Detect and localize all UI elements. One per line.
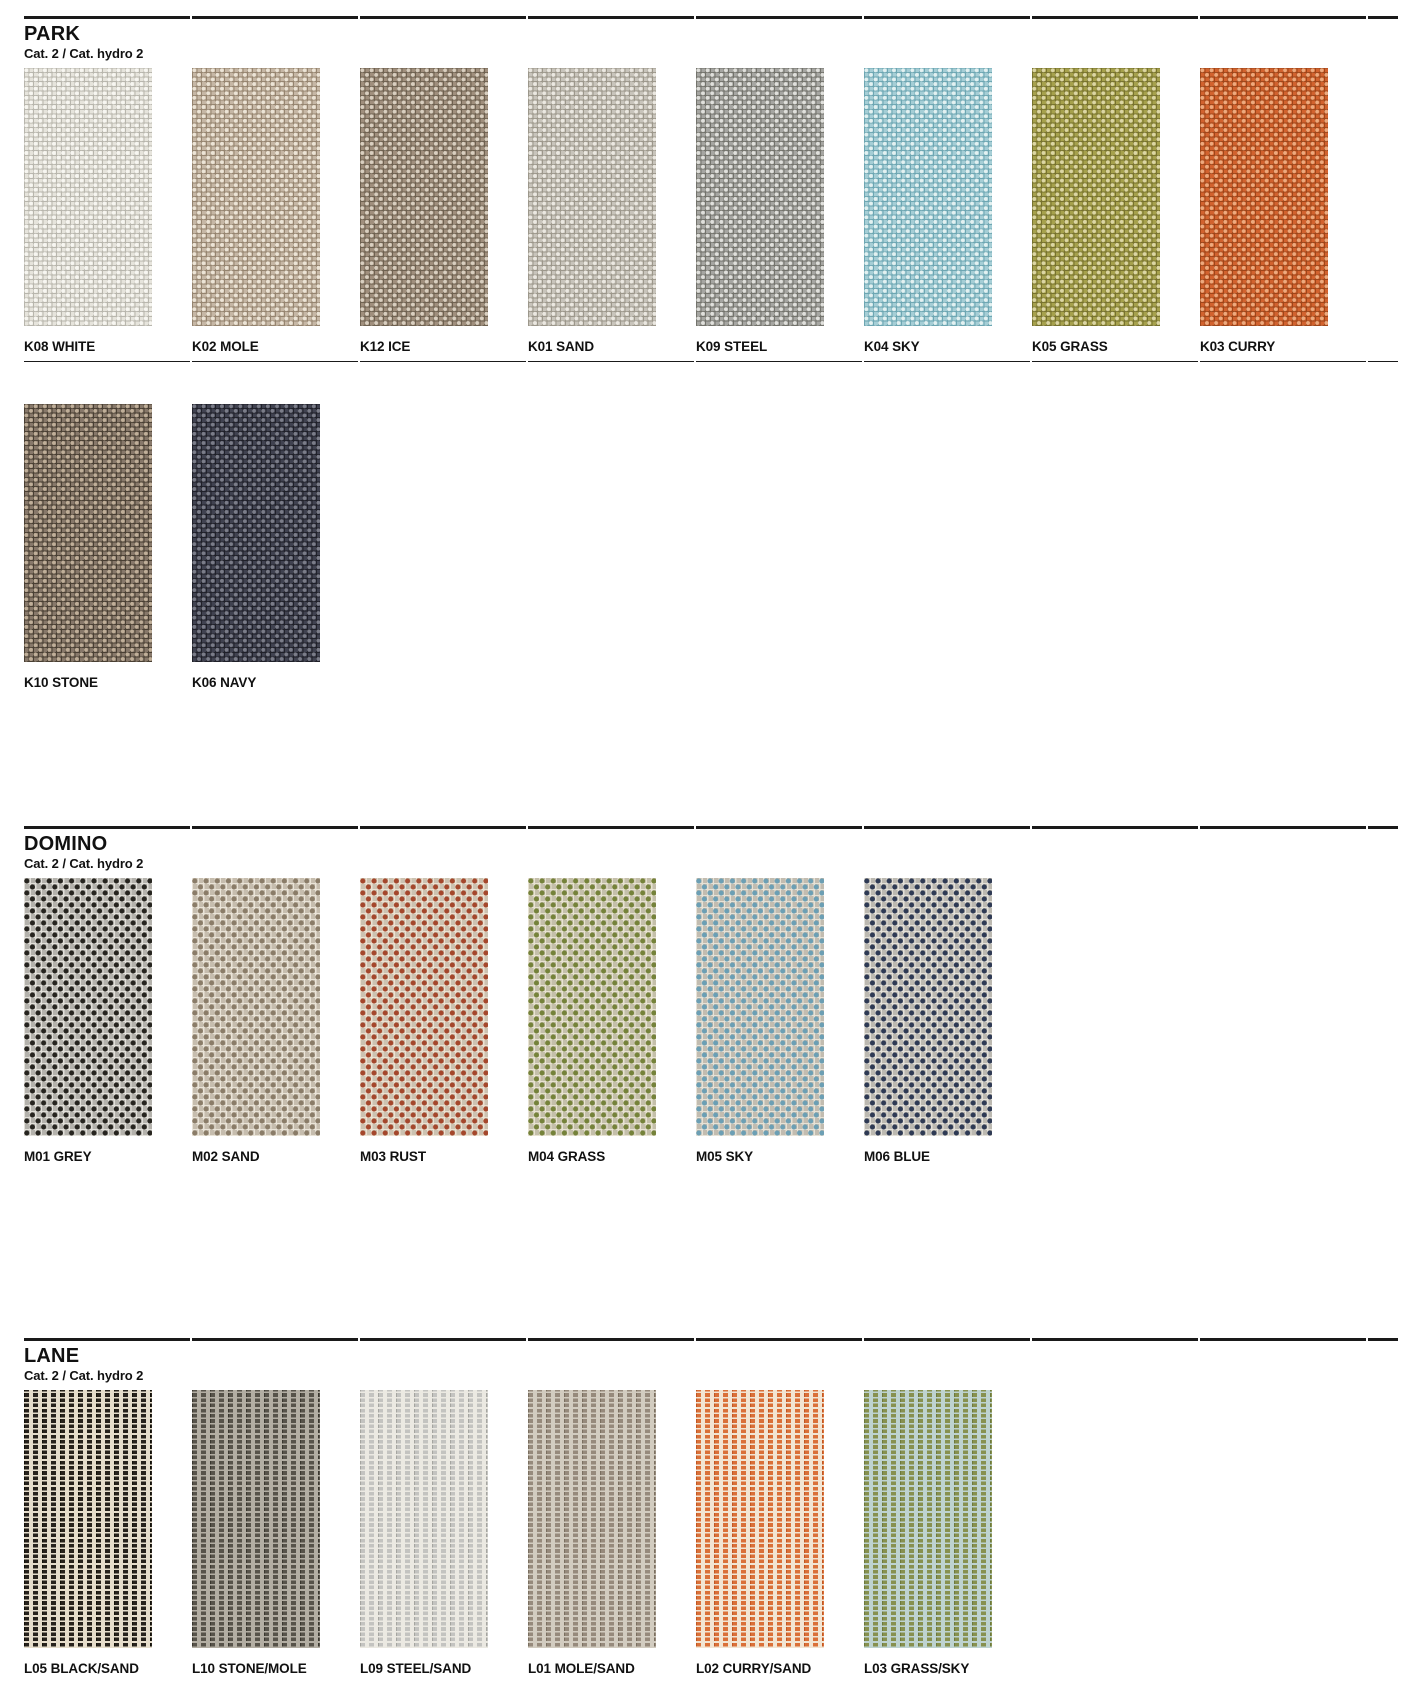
- swatch-label: M01 GREY: [24, 1149, 92, 1164]
- fabric-swatch-k05: [1032, 68, 1160, 326]
- section-divider-rule: [24, 826, 1398, 829]
- swatch-cell-k02: [192, 68, 320, 355]
- swatch-label: K09 STEEL: [696, 339, 768, 354]
- swatch-label: L02 CURRY/SAND: [696, 1661, 812, 1676]
- swatch-label: M05 SKY: [696, 1149, 754, 1164]
- section-title: PARK: [24, 23, 80, 45]
- swatch-cell-l09: [360, 1390, 488, 1677]
- swatch-label: L05 BLACK/SAND: [24, 1661, 139, 1676]
- fabric-swatch-k02: [192, 68, 320, 326]
- swatch-label: K06 NAVY: [192, 675, 257, 690]
- section-domino: [24, 826, 1398, 1165]
- fabric-swatch-m02: [192, 878, 320, 1136]
- swatch-cell-k09: [696, 68, 824, 355]
- fabric-swatch-k12: [360, 68, 488, 326]
- swatch-label: K01 SAND: [528, 339, 594, 354]
- swatch-cell-l01: [528, 1390, 656, 1677]
- fabric-swatch-l01: [528, 1390, 656, 1648]
- swatch-grid: [24, 1390, 1398, 1677]
- swatch-cell-m01: [24, 878, 152, 1165]
- fabric-swatch-k03: [1200, 68, 1328, 326]
- swatch-label: K10 STONE: [24, 675, 98, 690]
- swatch-cell-m06: [864, 878, 992, 1165]
- section-lane: [24, 1338, 1398, 1677]
- swatch-label: L03 GRASS/SKY: [864, 1661, 970, 1676]
- swatch-cell-k01: [528, 68, 656, 355]
- swatch-cell-k05: [1032, 68, 1160, 355]
- swatch-row: [24, 404, 1398, 691]
- swatch-cell-m05: [696, 878, 824, 1165]
- fabric-swatch-k10: [24, 404, 152, 662]
- section-category-subtitle: Cat. 2 / Cat. hydro 2: [24, 856, 144, 871]
- fabric-swatch-k08: [24, 68, 152, 326]
- swatch-label: K02 MOLE: [192, 339, 259, 354]
- swatch-cell-k08: [24, 68, 152, 355]
- swatch-label: L10 STONE/MOLE: [192, 1661, 307, 1676]
- fabric-swatch-k04: [864, 68, 992, 326]
- swatch-label: K12 ICE: [360, 339, 411, 354]
- swatch-cell-l02: [696, 1390, 824, 1677]
- swatch-row: [24, 878, 1398, 1165]
- swatch-label: M04 GRASS: [528, 1149, 606, 1164]
- swatch-row: [24, 1390, 1398, 1677]
- section-title: DOMINO: [24, 833, 108, 855]
- swatch-label: M06 BLUE: [864, 1149, 930, 1164]
- swatch-label: M03 RUST: [360, 1149, 426, 1164]
- swatch-cell-l10: [192, 1390, 320, 1677]
- swatch-label: K08 WHITE: [24, 339, 96, 354]
- swatch-cell-l05: [24, 1390, 152, 1677]
- swatch-label: K03 CURRY: [1200, 339, 1276, 354]
- swatch-cell-m02: [192, 878, 320, 1165]
- fabric-swatch-l03: [864, 1390, 992, 1648]
- swatch-label: K04 SKY: [864, 339, 920, 354]
- swatch-cell-k10: [24, 404, 152, 691]
- fabric-swatch-k09: [696, 68, 824, 326]
- swatch-cell-l03: [864, 1390, 992, 1677]
- fabric-swatch-l02: [696, 1390, 824, 1648]
- section-divider-rule: [24, 16, 1398, 19]
- fabric-swatch-k06: [192, 404, 320, 662]
- fabric-swatch-l05: [24, 1390, 152, 1648]
- swatch-label: L09 STEEL/SAND: [360, 1661, 472, 1676]
- fabric-swatch-m06: [864, 878, 992, 1136]
- swatch-label: L01 MOLE/SAND: [528, 1661, 635, 1676]
- section-park: [24, 16, 1398, 691]
- swatch-row: [24, 68, 1398, 355]
- fabric-swatch-m05: [696, 878, 824, 1136]
- section-category-subtitle: Cat. 2 / Cat. hydro 2: [24, 46, 144, 61]
- swatch-cell-m04: [528, 878, 656, 1165]
- swatch-cell-k06: [192, 404, 320, 691]
- section-divider-rule: [24, 1338, 1398, 1341]
- swatch-cell-k04: [864, 68, 992, 355]
- swatch-grid: [24, 68, 1398, 691]
- fabric-swatch-m03: [360, 878, 488, 1136]
- row-divider-rule: [24, 361, 1398, 362]
- fabric-swatch-m01: [24, 878, 152, 1136]
- fabric-swatch-k01: [528, 68, 656, 326]
- swatch-label: K05 GRASS: [1032, 339, 1108, 354]
- swatch-cell-k12: [360, 68, 488, 355]
- swatch-cell-k03: [1200, 68, 1328, 355]
- fabric-swatch-l10: [192, 1390, 320, 1648]
- section-category-subtitle: Cat. 2 / Cat. hydro 2: [24, 1368, 144, 1383]
- section-title: LANE: [24, 1345, 80, 1367]
- fabric-swatch-m04: [528, 878, 656, 1136]
- fabric-swatch-l09: [360, 1390, 488, 1648]
- swatch-grid: [24, 878, 1398, 1165]
- swatch-cell-m03: [360, 878, 488, 1165]
- swatch-label: M02 SAND: [192, 1149, 260, 1164]
